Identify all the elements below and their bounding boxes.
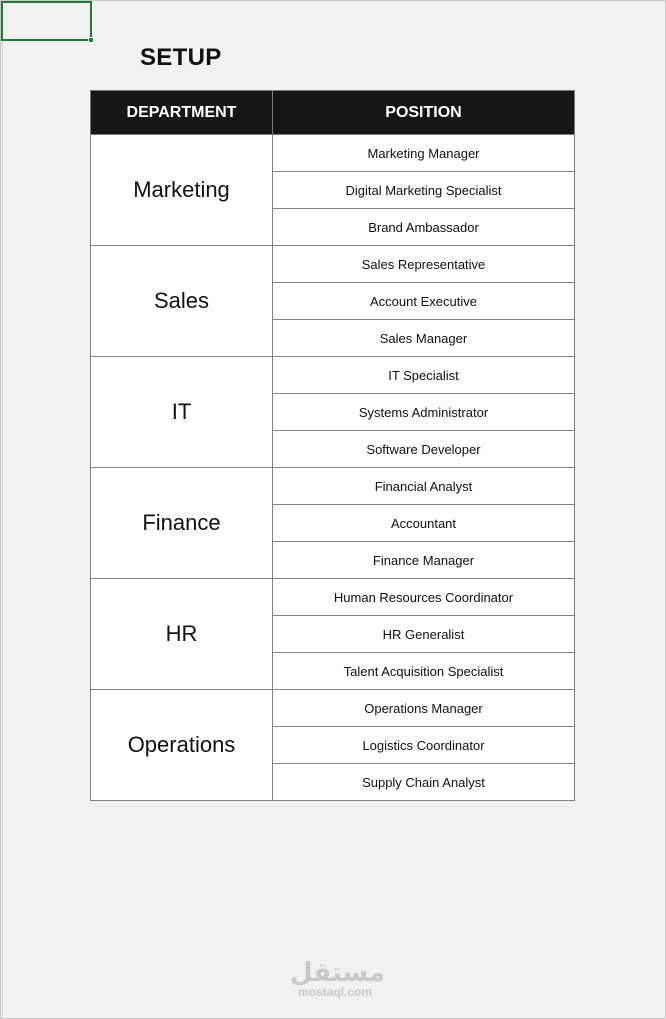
table-row (91, 468, 575, 505)
position-cell[interactable]: Software Developer (273, 431, 575, 468)
department-cell[interactable]: Finance (91, 468, 273, 579)
department-cell[interactable]: Sales (91, 246, 273, 357)
department-cell[interactable]: HR (91, 579, 273, 690)
setup-table (90, 90, 575, 801)
department-cell[interactable]: Operations (91, 690, 273, 801)
position-cell[interactable]: Digital Marketing Specialist (273, 172, 575, 209)
watermark-logo (290, 957, 386, 999)
position-cell[interactable]: Operations Manager (273, 690, 575, 727)
table-row (91, 246, 575, 283)
position-cell[interactable]: Marketing Manager (273, 135, 575, 172)
fill-handle[interactable] (88, 37, 94, 43)
position-cell[interactable]: Finance Manager (273, 542, 575, 579)
department-cell[interactable]: IT (91, 357, 273, 468)
table-body (91, 135, 575, 801)
department-cell[interactable]: Marketing (91, 135, 273, 246)
table-row (91, 690, 575, 727)
table-header-row (91, 91, 575, 135)
position-cell[interactable]: Accountant (273, 505, 575, 542)
sheet-title: SETUP (140, 44, 222, 71)
position-cell[interactable]: Human Resources Coordinator (273, 579, 575, 616)
selected-cell[interactable] (1, 1, 92, 41)
position-cell[interactable]: Supply Chain Analyst (273, 764, 575, 801)
sheet-left-edge (0, 0, 3, 1019)
header-department[interactable]: DEPARTMENT (91, 91, 273, 135)
table-row (91, 135, 575, 172)
position-cell[interactable]: Logistics Coordinator (273, 727, 575, 764)
watermark-latin: mostaql.com (297, 985, 372, 999)
position-cell[interactable]: Brand Ambassador (273, 209, 575, 246)
watermark-arabic: مستقل (290, 957, 386, 987)
table-row (91, 357, 575, 394)
position-cell[interactable]: Sales Manager (273, 320, 575, 357)
position-cell[interactable]: Talent Acquisition Specialist (273, 653, 575, 690)
position-cell[interactable]: Financial Analyst (273, 468, 575, 505)
position-cell[interactable]: Sales Representative (273, 246, 575, 283)
position-cell[interactable]: HR Generalist (273, 616, 575, 653)
position-cell[interactable]: Systems Administrator (273, 394, 575, 431)
position-cell[interactable]: Account Executive (273, 283, 575, 320)
table-row (91, 579, 575, 616)
header-position[interactable]: POSITION (273, 91, 575, 135)
position-cell[interactable]: IT Specialist (273, 357, 575, 394)
